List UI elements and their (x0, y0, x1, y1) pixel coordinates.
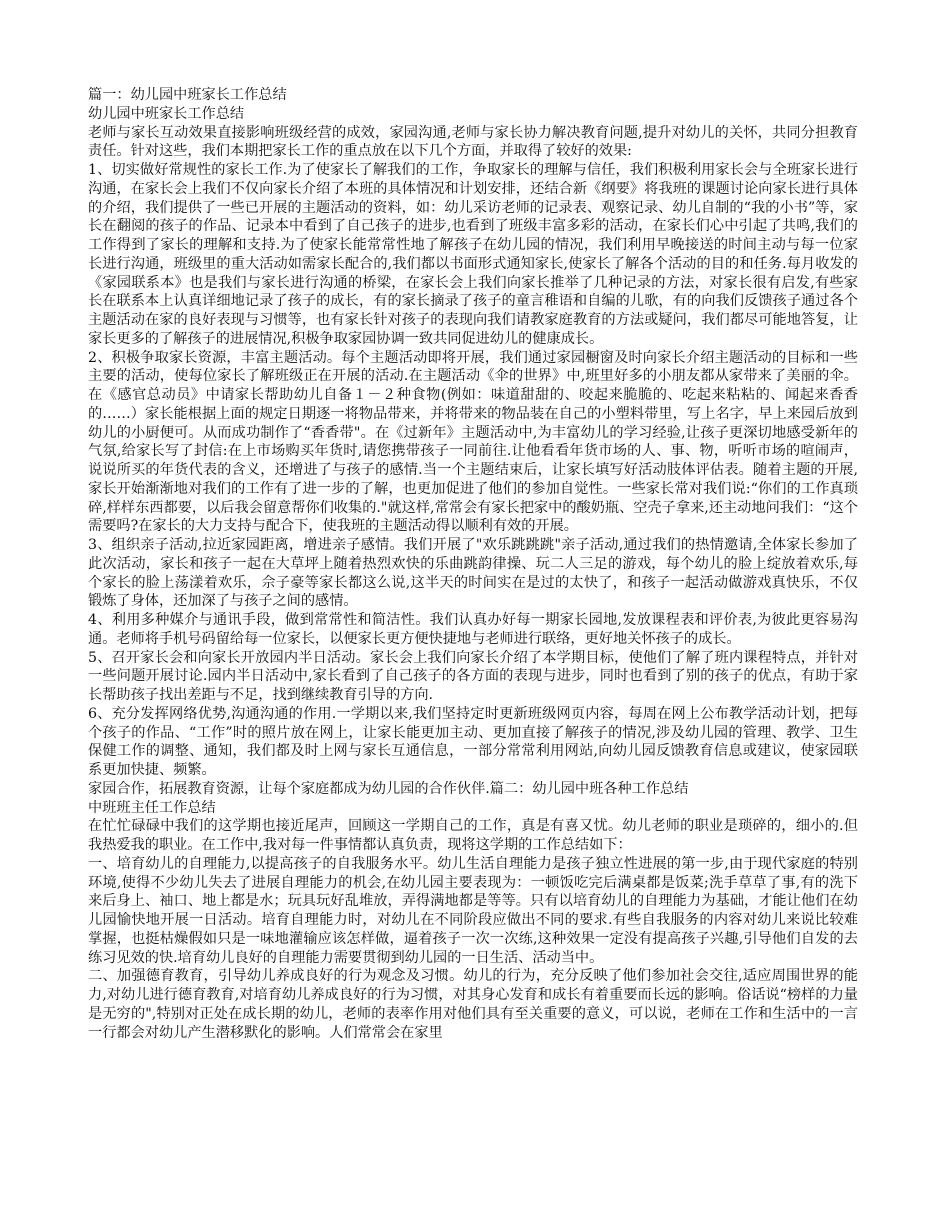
document-title: 篇一：幼儿园中班家长工作总结 (88, 87, 287, 103)
paragraph-4: 4、利用多种媒介与通讯手段，做到常常性和简洁性。我们认真办好每一期家长园地,发放课程表和评价表,为彼此更容易沟通。老师将手机号码留给每一位家长，以便家长更方便快捷地与老师进行联络，更好地关怀孩子的成长。 (88, 612, 858, 647)
paragraph-6: 6、充分发挥网络优势,沟通沟通的作用.一学期以来,我们坚持定时更新班级网页内容，每周在网上公布教学活动计划，把每个孩子的作品、“工作”时的照片放在网上，让家长能更加主动、更加直接了解孩子的情况,涉及幼儿园的管理、教学、卫生保健工作的调整、通知，我们都及时上网与家长互通信息，一部分常常利用网站,向幼儿园反馈教育信息或建议，使家园联系更加快捷、频繁。 (88, 705, 858, 778)
document-subtitle: 幼儿园中班家长工作总结 (88, 105, 245, 122)
paragraph-9: 在忙忙碌碌中我们的这学期也接近尾声，回顾这一学期自己的工作，真是有喜又忧。幼儿老师的职业是琐碎的，细小的.但我热爱我的职业。在工作中,我对每一件事情都认真负责，现将这学期的工作总结如下： (88, 818, 858, 853)
intro-paragraph: 老师与家长互动效果直接影响班级经营的成效，家园沟通,老师与家长协力解决教育问题,提升对幼儿的关怀，共同分担教育责任。针对这些，我们本期把家长工作的重点放在以下几个方面，并取得了较好的效果: (88, 124, 858, 160)
paragraph-3: 3、组织亲子活动,拉近家园距离，增进亲子感情。我们开展了"欢乐跳跳跳"亲子活动,通过我们的热情邀请,全体家长参加了此次活动，家长和孩子一起在大草坪上随着热烈欢快的乐曲跳韵律操、玩二人三足的游戏，每个幼儿的脸上绽放着欢乐,每个家长的脸上荡漾着欢乐，佘子豪等家长都这么说,这半天的时间实在是过的太快了，和孩子一起活动做游戏真快乐，不仅锻炼了身体，还加深了与孩子之间的感情。 (88, 537, 858, 610)
paragraph-7: 家园合作，拓展教育资源，让每个家庭都成为幼儿园的合作伙伴.篇二：幼儿园中班各种工作总结 (88, 780, 689, 797)
document-page (88, 86, 858, 1042)
paragraph-2: 2、积极争取家长资源，丰富主题活动。每个主题活动即将开展，我们通过家园橱窗及时向家长介绍主题活动的目标和一些主要的活动，使每位家长了解班级正在开展的活动.在主题活动《伞的世界》中,班里好多的小朋友都从家带来了美丽的伞。在《感官总动员》中请家长帮助幼儿自备１－２种食物(例如：味道甜甜的、咬起来脆脆的、吃起来粘粘的、闻起来香香的……）家长能根据上面的规定日期逐一将物品带来，并将带来的物品装在自己的小塑料带里，写上名字，早上来园后放到幼儿的小厨便可。从而成功制作了“香香带"。在《过新年》主题活动中,为丰富幼儿的学习经验,让孩子更深切地感受新年的气氛,给家长写了封信:在上市场购买年货时,请您携带孩子一同前往.让他看看年货市场的人、事、物，听听市场的喧闹声，说说所买的年货代表的含义，还增进了与孩子的感情.当一个主题结束后，让家长填写好活动肢体评估表。随着主题的开展,家长开始渐渐地对我们的工作有了进一步的了解，也更加促进了他们的参加自觉性。一些家长常对我们说:“你们的工作真琐碎,样样东西都要，以后我会留意帮你们收集的."就这样,常常会有家长把家中的酸奶瓶、空壳子拿来,还主动地问我们：“这个需要吗?在家长的大力支持与配合下，使我班的主题活动得以顺利有效的开展。 (88, 349, 858, 535)
paragraph-5: 5、召开家长会和向家长开放园内半日活动。家长会上我们向家长介绍了本学期目标，使他们了解了班内课程特点，并针对一些问题开展讨论.园内半日活动中,家长看到了自己孩子的各方面的表现与进步，同时也看到了别的孩子的优点，有助于家长帮助孩子找出差距与不足，找到继续教育引导的方向. (88, 649, 858, 703)
paragraph-1: 1、切实做好常规性的家长工作.为了使家长了解我们的工作，争取家长的理解与信任，我们积极利用家长会与全班家长进行沟通，在家长会上我们不仅向家长介绍了本班的具体情况和计划安排，还结合新《纲要》将我班的课题讨论向家长进行具体的介绍，我们提供了一些已开展的主题活动的资料，如：幼儿采访老师的记录表、观察记录、幼儿自制的“我的小书”等，家长在翻阅的孩子的作品、记录本中看到了自己孩子的进步,也看到了班级丰富多彩的活动，在家长们心中引起了共鸣,我们的工作得到了家长的理解和支持.为了使家长能常常性地了解孩子在幼儿园的情况，我们利用早晚接送的时间主动与每一位家长进行沟通，班级里的重大活动如需家长配合的,我们都以书面形式通知家长,使家长了解各个活动的目的和任务.每月收发的《家园联系本》也是我们与家长进行沟通的桥梁，在家长会上我们向家长推举了几种记录的方法，对家长很有启发,有些家长在联系本上认真详细地记录了孩子的成长，有的家长摘录了孩子的童言稚语和自编的儿歌，有的向我们反馈孩子通过各个主题活动在家的良好表现与习惯等，也有家长针对孩子的表现向我们请教家庭教育的方法或疑问，我们都尽可能地答复，让家长更多的了解孩子的进展情况,积极争取家园协调一致共同促进幼儿的健康成长。 (88, 162, 858, 347)
paragraph-10: 一、培育幼儿的自理能力,以提高孩子的自我服务水平。幼儿生活自理能力是孩子独立性进展的第一步,由于现代家庭的特别环境,使得不少幼儿失去了进展自理能力的机会,在幼儿园主要表现为：一顿饭吃完后满桌都是饭菜;洗手草草了事,有的洗下来后身上、袖口、地上都是水；玩具玩好乱堆放，弄得满地都是等等。只有以培育幼儿的自理能力为基础，才能让他们在幼儿园愉快地开展一日活动。培育自理能力时，对幼儿在不同阶段应做出不同的要求.有些自我服务的内容对幼儿来说比较难掌握，也挺枯燥假如只是一味地灌输应该怎样做，逼着孩子一次一次练,这种效果一定没有提高孩子兴趣,引导他们自发的去练习见效的快.培育幼儿良好的自理能力需要贯彻到幼儿园的一日生活、活动当中。 (88, 855, 858, 966)
paragraph-11: 二、加强德育教育，引导幼儿养成良好的行为观念及习惯。幼儿的行为，充分反映了他们参加社会交往,适应周围世界的能力,对幼儿进行德育教育,对培育幼儿养成良好的行为习惯，对其身心发育和成长有着重要而长远的影响。俗话说“榜样的力量是无穷的",特别对正处在成长期的幼儿，老师的表率作用对他们具有至关重要的意义，可以说，老师在工作和生活中的一言一行都会对幼儿产生潜移默化的影响。人们常常会在家里 (88, 968, 858, 1041)
section-heading: 中班班主任工作总结 (88, 799, 216, 816)
